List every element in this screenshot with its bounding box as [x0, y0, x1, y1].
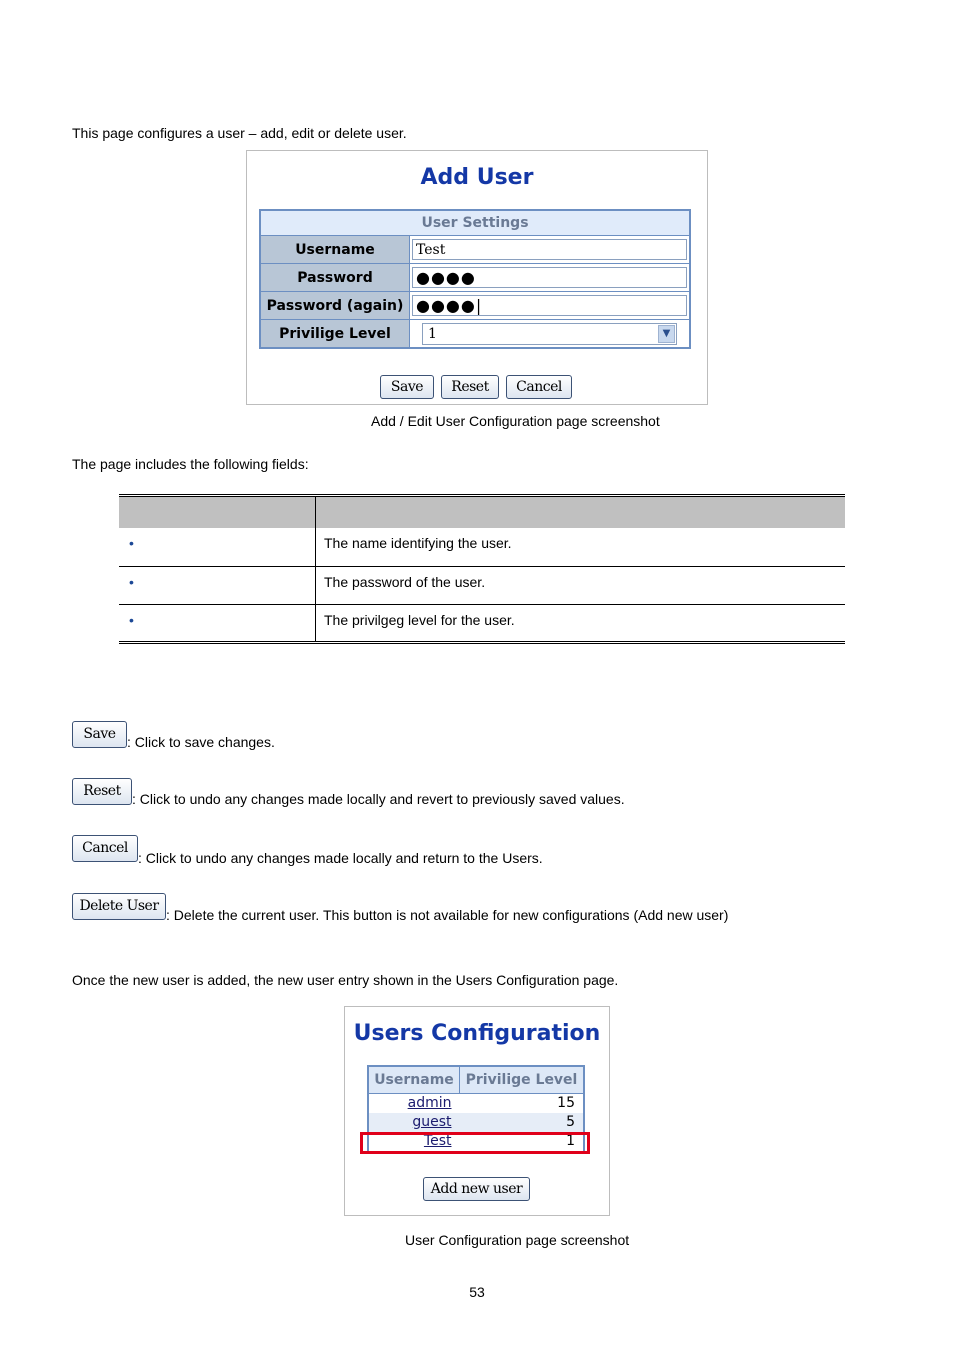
add-user-screenshot: [246, 150, 708, 405]
add-new-user-button[interactable]: Add new user: [423, 1177, 530, 1201]
users-table-header-privilege: Privilige Level: [460, 1066, 585, 1094]
privilege-level-value: 1: [428, 325, 437, 342]
field-description: The password of the user.: [316, 566, 846, 604]
password-input[interactable]: ●●●●: [412, 267, 687, 288]
chevron-down-icon[interactable]: ▼: [658, 325, 675, 343]
table-row: [119, 528, 845, 566]
add-user-caption: Add / Edit User Configuration page screenshot: [371, 413, 660, 429]
fields-intro: The page includes the following fields:: [72, 456, 309, 472]
reset-button[interactable]: Reset: [441, 375, 499, 399]
user-level: 1: [460, 1132, 585, 1152]
user-link-guest[interactable]: guest: [368, 1113, 460, 1132]
table-row: [368, 1094, 584, 1114]
intro-text: This page configures a user – add, edit or delete user.: [72, 125, 407, 141]
field-description: The name identifying the user.: [316, 528, 846, 566]
cancel-help-text: : Click to undo any changes made locally and return to the Users.: [138, 850, 543, 866]
user-link-admin[interactable]: admin: [368, 1094, 460, 1114]
table-row: [368, 1113, 584, 1132]
user-level: 5: [460, 1113, 585, 1132]
outro-text: Once the new user is added, the new user entry shown in the Users Configuration page.: [72, 972, 619, 988]
privilege-level-select[interactable]: [422, 323, 677, 345]
user-level: 15: [460, 1094, 585, 1114]
password-again-label: Password (again): [260, 292, 410, 320]
delete-user-help-text: : Delete the current user. This button is not available for new configurations (Add new user): [166, 907, 729, 923]
field-description: The privilgeg level for the user.: [316, 604, 846, 642]
table-row: [119, 604, 845, 642]
page-number: 53: [469, 1284, 485, 1300]
bullet: •: [129, 535, 134, 551]
password-label: Password: [260, 264, 410, 292]
table-row: [119, 566, 845, 604]
users-config-caption: User Configuration page screenshot: [405, 1232, 630, 1248]
save-button[interactable]: Save: [380, 375, 434, 399]
reset-help-text: : Click to undo any changes made locally and revert to previously saved values.: [132, 791, 625, 807]
highlight-box: [360, 1132, 590, 1154]
username-label: Username: [260, 236, 410, 264]
privilege-level-label: Privilige Level: [260, 320, 410, 349]
user-link-test[interactable]: Test: [368, 1132, 460, 1152]
bullet: •: [129, 573, 134, 590]
add-user-title: Add User: [420, 165, 534, 190]
fields-table-header-object: [119, 496, 316, 529]
users-table-header-username: Username: [368, 1066, 460, 1094]
cancel-help-button[interactable]: Cancel: [72, 835, 138, 862]
save-help-button[interactable]: Save: [72, 721, 127, 748]
bullet: •: [129, 611, 134, 628]
cancel-button[interactable]: Cancel: [506, 375, 572, 399]
fields-table-header-description: [316, 496, 846, 529]
reset-help-button[interactable]: Reset: [72, 778, 132, 805]
delete-user-help-button[interactable]: Delete User: [72, 893, 166, 920]
fields-table: [119, 494, 845, 644]
users-config-screenshot: [344, 1006, 610, 1216]
save-help-text: : Click to save changes.: [127, 734, 275, 750]
user-settings-header: User Settings: [260, 210, 690, 236]
user-settings-table: [259, 209, 691, 349]
password-again-input[interactable]: ●●●●|: [412, 295, 687, 316]
username-input[interactable]: Test: [412, 239, 687, 260]
users-config-title: Users Configuration: [353, 1021, 601, 1046]
